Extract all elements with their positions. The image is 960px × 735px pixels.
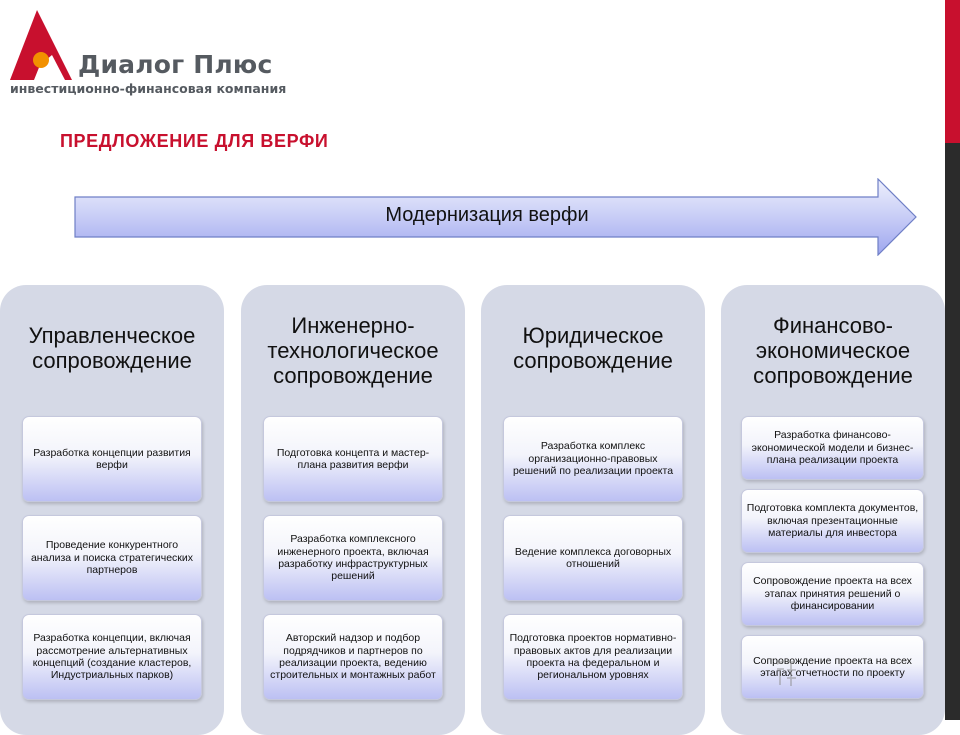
task-box <box>503 416 683 502</box>
watermark-icon <box>773 658 799 688</box>
task-box <box>263 416 443 502</box>
task-box <box>503 614 683 700</box>
task-box <box>503 515 683 601</box>
task-text: Подготовка комплекта документов, включая презентационные материалы для инвестора <box>746 502 919 540</box>
logo-name: Диалог Плюс <box>78 50 273 79</box>
task-box <box>263 515 443 601</box>
task-box <box>263 614 443 700</box>
column-title <box>241 313 465 388</box>
task-box <box>741 489 924 553</box>
task-box <box>22 515 202 601</box>
column-title-line: экономическое <box>755 338 911 363</box>
logo-triangle-icon <box>10 10 72 80</box>
task-box <box>741 562 924 626</box>
column-title-line: сопровождение <box>753 363 913 388</box>
arrow-label: Модернизация верфи <box>385 204 589 226</box>
column-title-line: сопровождение <box>273 363 433 388</box>
column-financial <box>721 285 945 735</box>
column-title-line: Юридическое <box>522 323 664 348</box>
task-text: Проведение конкурентного анализа и поиска стратегических партнеров <box>30 539 194 577</box>
task-box <box>741 635 924 699</box>
side-bar-red <box>945 0 960 143</box>
task-text: Подготовка концепта и мастер-плана развития верфи <box>276 446 430 471</box>
column-title-line: Инженерно- <box>291 313 415 338</box>
page-title: ПРЕДЛОЖЕНИЕ ДЛЯ ВЕРФИ <box>60 131 329 151</box>
column-engineering <box>241 285 465 735</box>
task-text: Подготовка проектов нормативно-правовых актов для реализации проекта на федеральном и региональном уровнях <box>509 632 677 682</box>
column-management <box>0 285 224 735</box>
logo-tagline: инвестиционно-финансовая компания <box>10 81 287 96</box>
task-box <box>22 416 202 502</box>
task-text: Авторский надзор и подбор подрядчиков и партнеров по реализации проекта, ведению строительных и монтажных работ <box>270 632 436 682</box>
task-text: Разработка комплекс организационно-правовых решений по реализации проекта <box>512 440 674 478</box>
task-box <box>22 614 202 700</box>
column-title-line: сопровождение <box>513 348 673 373</box>
task-box <box>741 416 924 480</box>
column-legal <box>481 285 705 735</box>
company-logo <box>6 6 287 98</box>
column-title-line: технологическое <box>267 338 439 363</box>
column-title-line: Финансово- <box>772 313 894 338</box>
task-text: Ведение комплекса договорных отношений <box>514 545 672 570</box>
column-title-line: Управленческое <box>28 323 196 348</box>
column-title <box>721 313 945 388</box>
task-text: Разработка концепции, включая рассмотрение альтернативных концепций (создание кластеров, Индустриальных парков) <box>32 632 192 682</box>
task-text: Разработка финансово-экономической модели и бизнес-плана реализации проекта <box>751 429 914 467</box>
task-text: Разработка концепции развития верфи <box>33 446 191 471</box>
task-text: Разработка комплексного инженерного проекта, включая разработку инфраструктурных решений <box>277 533 429 583</box>
column-title <box>481 323 705 373</box>
column-title-line: сопровождение <box>32 348 192 373</box>
task-text: Сопровождение проекта на всех этапах принятия решений о финансировании <box>753 575 912 613</box>
task-text: Сопровождение проекта на всех этапах отчетности по проекту <box>753 654 912 679</box>
column-title <box>0 323 224 373</box>
